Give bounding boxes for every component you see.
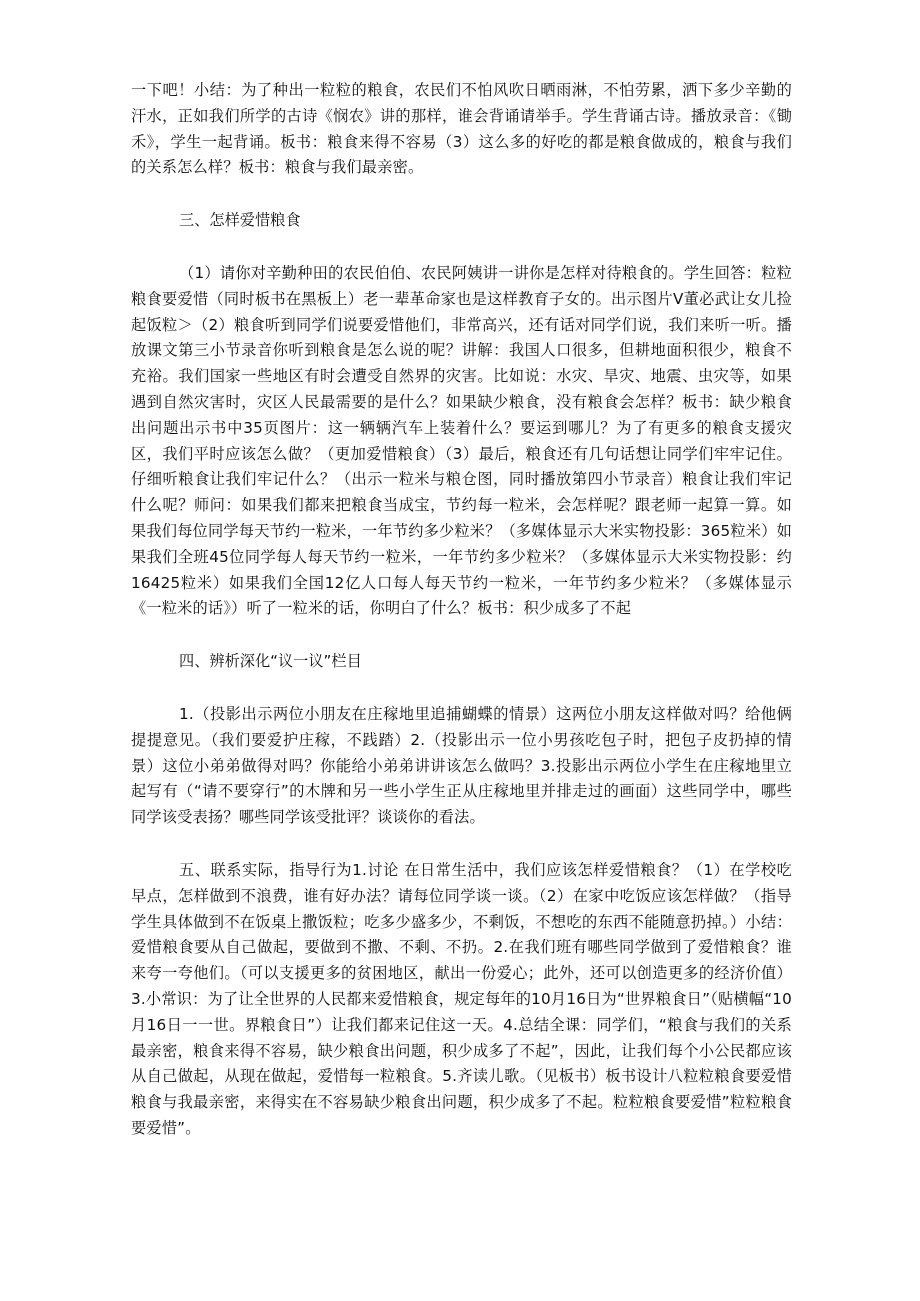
- paragraph-1: 一下吧！小结：为了种出一粒粒的粮食，农民们不怕风吹日晒雨淋，不怕劳累，洒下多少辛勤的汗水，正如我们所学的古诗《悯农》讲的那样，谁会背诵请举手。学生背诵古诗。播放录音：《锄禾》，学生一起背诵。板书：粮食来得不容易（3）这么多的好吃的都是粮食做成的，粮食与我们的关系怎么样？板书：粮食与我们最亲密。: [131, 81, 792, 177]
- paragraph-3: 1.（投影出示两位小朋友在庄稼地里追捕蝴蝶的情景）这两位小朋友这样做对吗？给他俩提提意见。（我们要爱护庄稼，不践踏）2.（投影出示一位小男孩吃包子时，把包子皮扔掉的情景）这位小弟弟做得对吗？你能给小弟弟讲讲该怎么做吗？3.投影出示两位小学生在庄稼地里立起写有（“请不要穿行”的木牌和另一些小学生正从庄稼地里并排走过的画面）这些同学中，哪些同学该受表扬？哪些同学该受批评？谈谈你的看法。: [131, 704, 792, 827]
- paragraph-4: 五、联系实际，指导行为1.讨论 在日常生活中，我们应该怎样爱惜粮食？（1）在学校吃早点，怎样做到不浪费，谁有好办法？请每位同学谈一谈。（2）在家中吃饭应该怎样做？（指导学生具体做到不在饭桌上撒饭粒；吃多少盛多少，不剩饭，不想吃的东西不能随意扔掉。）小结：爱惜粮食要从自己做起，要做到不撒、不剩、不扔。2.在我们班有哪些同学做到了爱惜粮食？谁来夸一夸他们。（可以支援更多的贫困地区，献出一份爱心；此外，还可以创造更多的经济价值）3.小常识：为了让全世界的人民都来爱惜粮食，规定每年的10月16日为“世界粮食日”（贴横幅“10月16日一一世。界粮食日”）让我们都来记住这一天。4.总结全课：同学们，“粮食与我们的关系最亲密，粮食来得不容易，缺少粮食出问题，积少成多了不起”，因此，让我们每个小公民都应该从自己做起，从现在做起，爱惜每一粒粮食。5.齐读儿歌。（见板书）板书设计八粒粒粮食要爱惜粮食与我最亲密，来得实在不容易缺少粮食出问题，积少成多了不起。粒粒粮食要爱惜”粒粒粮食要爱惜”。: [131, 860, 792, 1137]
- paragraph-2: （1）请你对辛勤种田的农民伯伯、农民阿姨讲一讲你是怎样对待粮食的。学生回答：粒粒粮食要爱惜（同时板书在黑板上）老一辈革命家也是这样教育子女的。出示图片Ⅴ董必武让女儿捡起饭粒＞（2）粮食听到同学们说要爱惜他们，非常高兴，还有话对同学们说，我们来听一听。播放课文第三小节录音你听到粮食是怎么说的呢？讲解：我国人口很多，但耕地面积很少，粮食不充裕。我们国家一些地区有时会遭受自然界的灾害。比如说：水灾、旱灾、地震、虫灾等，如果遇到自然灾害时，灾区人民最需要的是什么？如果缺少粮食，没有粮食会怎样？板书：缺少粮食出问题出示书中35页图片：这一辆辆汽车上装着什么？要运到哪儿？为了有更多的粮食支援灾区，我们平时应该怎么做？（更加爱惜粮食）（3）最后，粮食还有几句话想让同学们牢牢记住。仔细听粮食让我们牢记什么？（出示一粒米与粮仓图，同时播放第四小节录音）粮食让我们牢记什么呢？师问：如果我们都来把粮食当成宝，节约每一粒米，会怎样呢？跟老师一起算一算。如果我们每位同学每天节约一粒米，一年节约多少粒米？（多媒体显示大米实物投影：365粒米）如果我们全班45位同学每人每天节约一粒米，一年节约多少粒米？（多媒体显示大米实物投影：约16425粒米）如果我们全国12亿人口每人每天节约一粒米，一年节约多少粒米？（多媒体显示《一粒米的话》）听了一粒米的话，你明白了什么？板书：积少成多了不起: [131, 263, 792, 618]
- section-heading-4: 四、辨析深化“议一议”栏目: [179, 652, 362, 671]
- section-heading-3: 三、怎样爱惜粮食: [179, 211, 301, 230]
